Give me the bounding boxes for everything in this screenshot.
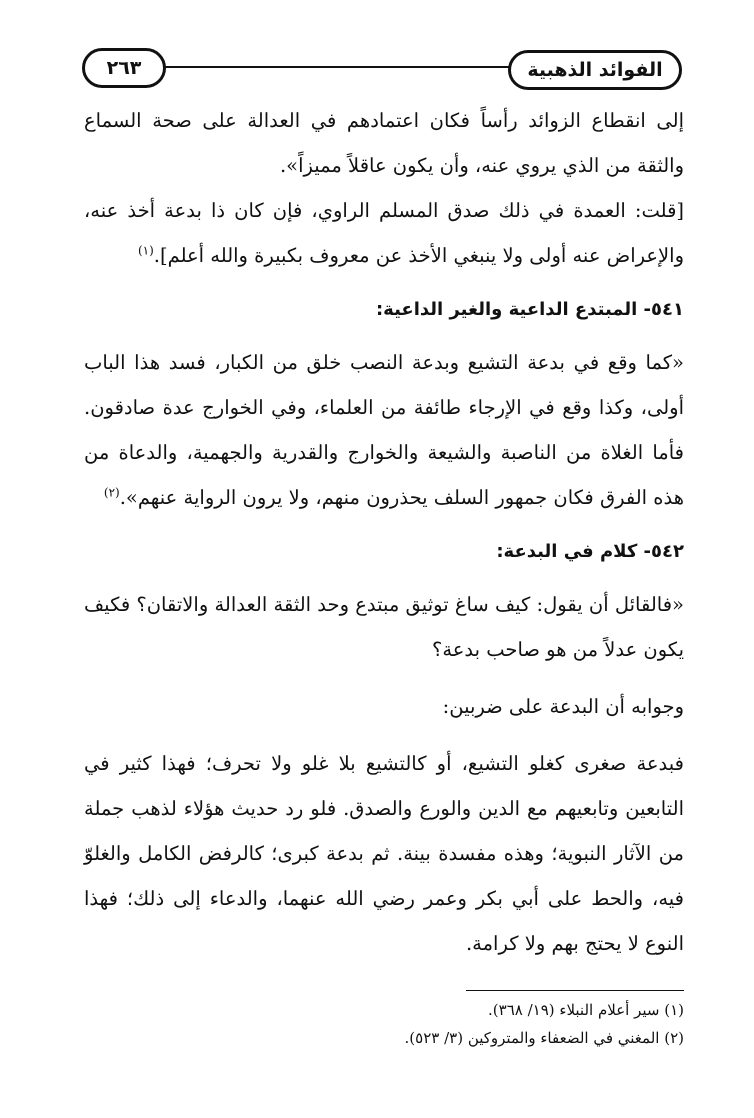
paragraph-5: وجوابه أن البدعة على ضربين: <box>442 695 684 718</box>
footnote-1: (١) سير أعلام النبلاء (١٩/ ٣٦٨). <box>488 1001 684 1019</box>
page-number: ٢٦٣ <box>82 48 166 88</box>
paragraph-6: فبدعة صغرى كغلو التشيع، أو كالتشيع بلا غلو ولا تحرف؛ فهذا كثير في التابعين وتابعيهم مع الدين والورع والصدق. فلو رد حديث هؤلاء لذهب جملة من الآثار النبوية؛ وهذه مفسدة بينة. ثم بدعة كبرى؛ كالرفض الكامل والغلوّ فيه، والحط على أبي بكر وعمر رضي الله عنهما، والدعاء إلى ذلك؛ فهذا النوع لا يحتج بهم ولا كرامة. <box>84 752 684 955</box>
paragraph-2-text: [قلت: العمدة في ذلك صدق المسلم الراوي، فإن كان ذا بدعة أخذ عنه، والإعراض عنه أولى ولا ينبغي الأخذ عن معروف بكبيرة والله أعلم]. <box>84 199 684 267</box>
footnote-ref-2: (٢) <box>103 485 120 500</box>
paragraph-3 <box>84 340 684 520</box>
footnote-ref-1: (١) <box>137 243 154 258</box>
section-heading-542: ٥٤٢- كلام في البدعة: <box>496 541 684 562</box>
paragraph-3-text: «كما وقع في بدعة التشيع وبدعة النصب خلق من الكبار، فسد هذا الباب أولى، وكذا وقع في الإرجاء طائفة من العلماء، وفي الخوارج عدة صادقون. فأما الغلاة من الناصبة والشيعة والخوارج والقدرية والجهمية، والدعاة من هذه الفرق فكان جمهور السلف يحذرون منهم، ولا يرون الرواية عنهم». <box>84 351 684 509</box>
paragraph-2 <box>84 188 684 278</box>
footnotes <box>84 996 684 1052</box>
running-title: الفوائد الذهبية <box>508 50 682 90</box>
paragraph-4: «فالقائل أن يقول: كيف ساغ توثيق مبتدع وحد الثقة العدالة والاتقان؟ فكيف يكون عدلاً من هو صاحب بدعة؟ <box>84 593 684 661</box>
paragraph-1: إلى انقطاع الزوائد رأساً فكان اعتمادهم في العدالة على صحة السماع والثقة من الذي يروي عنه، وأن يكون عاقلاً مميزاً». <box>84 109 684 177</box>
page-body <box>84 98 684 978</box>
footnote-separator <box>466 990 684 991</box>
footnote-2: (٢) المغني في الضعفاء والمتروكين (٣/ ٥٢٣). <box>404 1029 684 1047</box>
section-heading-541: ٥٤١- المبتدع الداعية والغير الداعية: <box>375 299 684 320</box>
page-header <box>82 42 682 94</box>
